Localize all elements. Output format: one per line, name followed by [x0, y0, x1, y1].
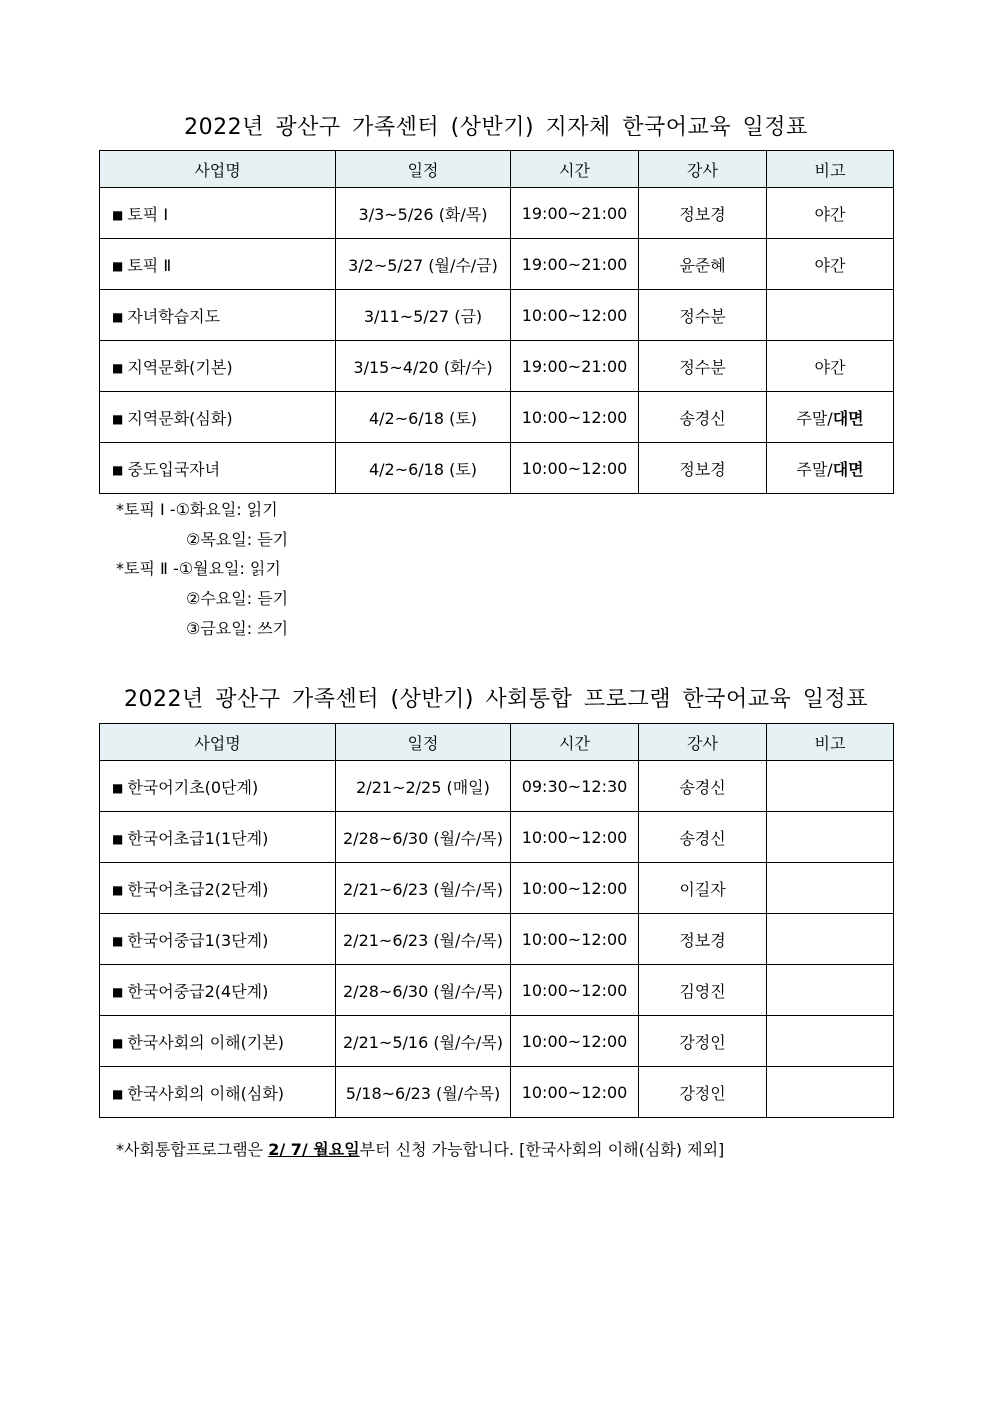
header-teacher: 강사	[639, 151, 767, 188]
topik2-note-line2: ②수요일: 듣기	[186, 589, 289, 608]
program-name-cell: ■ 지역문화(기본)	[100, 341, 336, 392]
teacher-cell: 강정인	[639, 1016, 767, 1067]
table-row	[100, 914, 894, 965]
schedule-cell: 3/15~4/20 (화/수)	[336, 341, 511, 392]
program-name-cell: ■ 지역문화(심화)	[100, 392, 336, 443]
note-cell: 야간	[767, 341, 894, 392]
table-row	[100, 965, 894, 1016]
table-header-row	[100, 724, 894, 761]
time-cell: 10:00~12:00	[511, 392, 639, 443]
time-cell: 10:00~12:00	[511, 863, 639, 914]
header-program: 사업명	[100, 151, 336, 188]
program-name-cell: ■ 한국어초급2(2단계)	[100, 863, 336, 914]
square-bullet-icon: ■	[112, 360, 124, 375]
teacher-cell: 송경신	[639, 812, 767, 863]
program-name-cell: ■ 중도입국자녀	[100, 443, 336, 494]
note-cell: 주말/대면	[767, 443, 894, 494]
header-teacher: 강사	[639, 724, 767, 761]
square-bullet-icon: ■	[112, 1086, 124, 1101]
program-name-cell: ■ 한국어초급1(1단계)	[100, 812, 336, 863]
header-program: 사업명	[100, 724, 336, 761]
table-header-row	[100, 151, 894, 188]
schedule-title-local: 2022년 광산구 가족센터 (상반기) 지자체 한국어교육 일정표	[184, 115, 808, 140]
teacher-cell: 정보경	[639, 914, 767, 965]
program-name-cell: ■ 토픽 Ⅰ	[100, 188, 336, 239]
teacher-cell: 이길자	[639, 863, 767, 914]
table-row	[100, 341, 894, 392]
topik1-note-line2: ②목요일: 듣기	[186, 530, 289, 549]
square-bullet-icon: ■	[112, 1035, 124, 1050]
note-cell	[767, 812, 894, 863]
header-time: 시간	[511, 151, 639, 188]
note-cell	[767, 863, 894, 914]
note-cell: 주말/대면	[767, 392, 894, 443]
header-schedule: 일정	[336, 151, 511, 188]
header-time: 시간	[511, 724, 639, 761]
table-row	[100, 812, 894, 863]
note-cell: 야간	[767, 239, 894, 290]
table-row	[100, 392, 894, 443]
footnote-suffix: 부터 신청 가능합니다. [한국사회의 이해(심화) 제외]	[359, 1140, 725, 1159]
square-bullet-icon: ■	[112, 882, 124, 897]
square-bullet-icon: ■	[112, 258, 124, 273]
note-cell	[767, 761, 894, 812]
program-name-cell: ■ 한국사회의 이해(심화)	[100, 1067, 336, 1118]
program-name-cell: ■ 자녀학습지도	[100, 290, 336, 341]
time-cell: 10:00~12:00	[511, 443, 639, 494]
note-cell	[767, 1016, 894, 1067]
schedule-cell: 2/21~2/25 (매일)	[336, 761, 511, 812]
social-integration-footnote	[116, 1137, 724, 1160]
schedule-cell: 5/18~6/23 (월/수목)	[336, 1067, 511, 1118]
teacher-cell: 윤준혜	[639, 239, 767, 290]
square-bullet-icon: ■	[112, 462, 124, 477]
teacher-cell: 송경신	[639, 761, 767, 812]
header-note: 비고	[767, 724, 894, 761]
table-row	[100, 239, 894, 290]
note-cell	[767, 914, 894, 965]
schedule-cell: 2/21~6/23 (월/수/목)	[336, 914, 511, 965]
program-name-cell: ■ 한국어기초(0단계)	[100, 761, 336, 812]
time-cell: 10:00~12:00	[511, 290, 639, 341]
time-cell: 19:00~21:00	[511, 188, 639, 239]
schedule-cell: 3/11~5/27 (금)	[336, 290, 511, 341]
table-row	[100, 863, 894, 914]
note-cell	[767, 290, 894, 341]
program-name-cell: ■ 한국어중급2(4단계)	[100, 965, 336, 1016]
program-name-cell: ■ 한국어중급1(3단계)	[100, 914, 336, 965]
teacher-cell: 정보경	[639, 188, 767, 239]
footnote-date: 2/ 7/ 월요일	[268, 1140, 360, 1159]
time-cell: 09:30~12:30	[511, 761, 639, 812]
teacher-cell: 정수분	[639, 341, 767, 392]
schedule-cell: 4/2~6/18 (토)	[336, 392, 511, 443]
square-bullet-icon: ■	[112, 984, 124, 999]
teacher-cell: 정보경	[639, 443, 767, 494]
teacher-cell: 송경신	[639, 392, 767, 443]
schedule-cell: 2/28~6/30 (월/수/목)	[336, 812, 511, 863]
program-name-cell: ■ 한국사회의 이해(기본)	[100, 1016, 336, 1067]
table-row	[100, 1016, 894, 1067]
time-cell: 10:00~12:00	[511, 812, 639, 863]
time-cell: 19:00~21:00	[511, 239, 639, 290]
header-note: 비고	[767, 151, 894, 188]
topik2-note-line1: *토픽 Ⅱ -①월요일: 읽기	[116, 559, 281, 578]
topik1-note-line1: *토픽 Ⅰ -①화요일: 읽기	[116, 500, 278, 519]
schedule-cell: 3/3~5/26 (화/목)	[336, 188, 511, 239]
square-bullet-icon: ■	[112, 831, 124, 846]
program-name-cell: ■ 토픽 Ⅱ	[100, 239, 336, 290]
local-korean-schedule-table	[99, 150, 894, 494]
teacher-cell: 정수분	[639, 290, 767, 341]
time-cell: 10:00~12:00	[511, 1016, 639, 1067]
schedule-cell: 2/21~5/16 (월/수/목)	[336, 1016, 511, 1067]
schedule-cell: 2/28~6/30 (월/수/목)	[336, 965, 511, 1016]
square-bullet-icon: ■	[112, 309, 124, 324]
square-bullet-icon: ■	[112, 207, 124, 222]
square-bullet-icon: ■	[112, 411, 124, 426]
time-cell: 10:00~12:00	[511, 1067, 639, 1118]
topik2-note-line3: ③금요일: 쓰기	[186, 619, 289, 638]
square-bullet-icon: ■	[112, 780, 124, 795]
schedule-cell: 3/2~5/27 (월/수/금)	[336, 239, 511, 290]
note-cell	[767, 965, 894, 1016]
time-cell: 19:00~21:00	[511, 341, 639, 392]
table-row	[100, 188, 894, 239]
schedule-cell: 4/2~6/18 (토)	[336, 443, 511, 494]
note-cell: 야간	[767, 188, 894, 239]
time-cell: 10:00~12:00	[511, 914, 639, 965]
schedule-title-social-integration: 2022년 광산구 가족센터 (상반기) 사회통합 프로그램 한국어교육 일정표	[124, 687, 868, 712]
social-integration-schedule-table	[99, 723, 894, 1118]
table-row	[100, 1067, 894, 1118]
table-row	[100, 290, 894, 341]
footnote-prefix: *사회통합프로그램은	[116, 1140, 269, 1159]
teacher-cell: 김영진	[639, 965, 767, 1016]
schedule-cell: 2/21~6/23 (월/수/목)	[336, 863, 511, 914]
teacher-cell: 강정인	[639, 1067, 767, 1118]
note-cell	[767, 1067, 894, 1118]
time-cell: 10:00~12:00	[511, 965, 639, 1016]
table-row	[100, 443, 894, 494]
header-schedule: 일정	[336, 724, 511, 761]
square-bullet-icon: ■	[112, 933, 124, 948]
table-row	[100, 761, 894, 812]
